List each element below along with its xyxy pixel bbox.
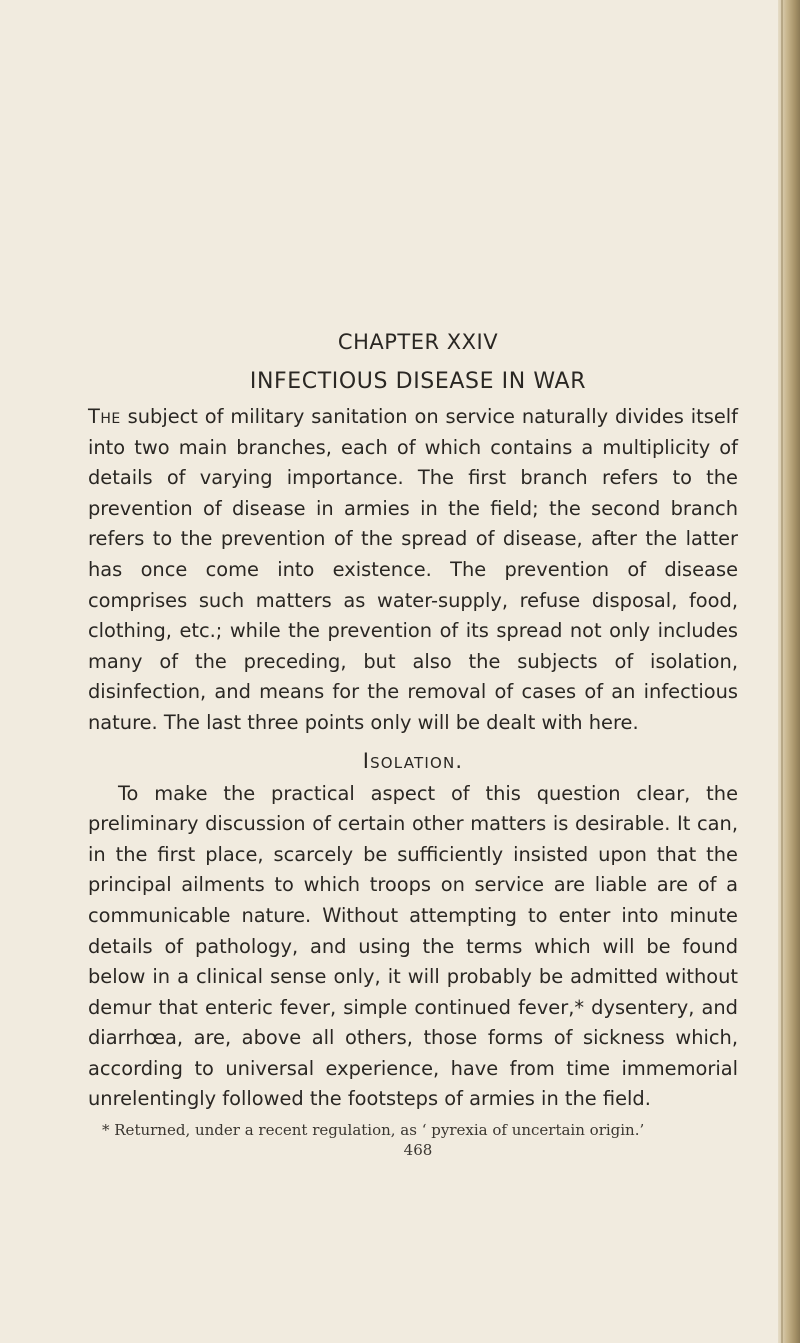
footnote: * Returned, under a recent regulation, as ‘ pyrexia of uncertain origin.’ [102, 1121, 645, 1140]
chapter-number: CHAPTER XXIV [337, 330, 499, 354]
intro-lead-word: The [88, 405, 121, 428]
page-text-block [88, 330, 738, 1159]
isolation-paragraph: To make the practical aspect of this question clear, the preliminary discussion of certain other matters is desirable. It can, in the first place, scarcely be sufficiently insisted upon that the principal ailments to which troops on service are liable are of a communicable nature. Without attempting to enter into minute details of pathology, and using the terms which will be found below in a clinical sense only, it will probably be admitted without demur that enteric fever, simple continued fever,* dysentery, and diarrhœa, are, above all others, those forms of sickness which, according to universal experience, have from time immemorial unrelentingly followed the footsteps of armies in the field. [88, 781, 738, 1111]
section-heading-isolation: Isolation. [362, 748, 464, 773]
page-edge-shadow [778, 0, 800, 1343]
intro-text: subject of military sanitation on service naturally divides itself into two main branches, each of which contains a multiplicity of details of varying importance. The first branch refers to the prevention of disease in armies in the field; the second branch refers to the prevention of the spread of disease, after the latter has once come into existence. The prevention of disease comprises such matters as water-supply, refuse disposal, food, clothing, etc.; while the prevention of its spread not only includes many of the preceding, but also the subjects of isolation, disinfection, and means for the removal of cases of an infectious nature. The last three points only will be dealt with here. [88, 405, 738, 734]
intro-paragraph [88, 402, 738, 739]
chapter-title: INFECTIOUS DISEASE IN WAR [249, 369, 587, 394]
page-number: 468 [403, 1141, 433, 1160]
